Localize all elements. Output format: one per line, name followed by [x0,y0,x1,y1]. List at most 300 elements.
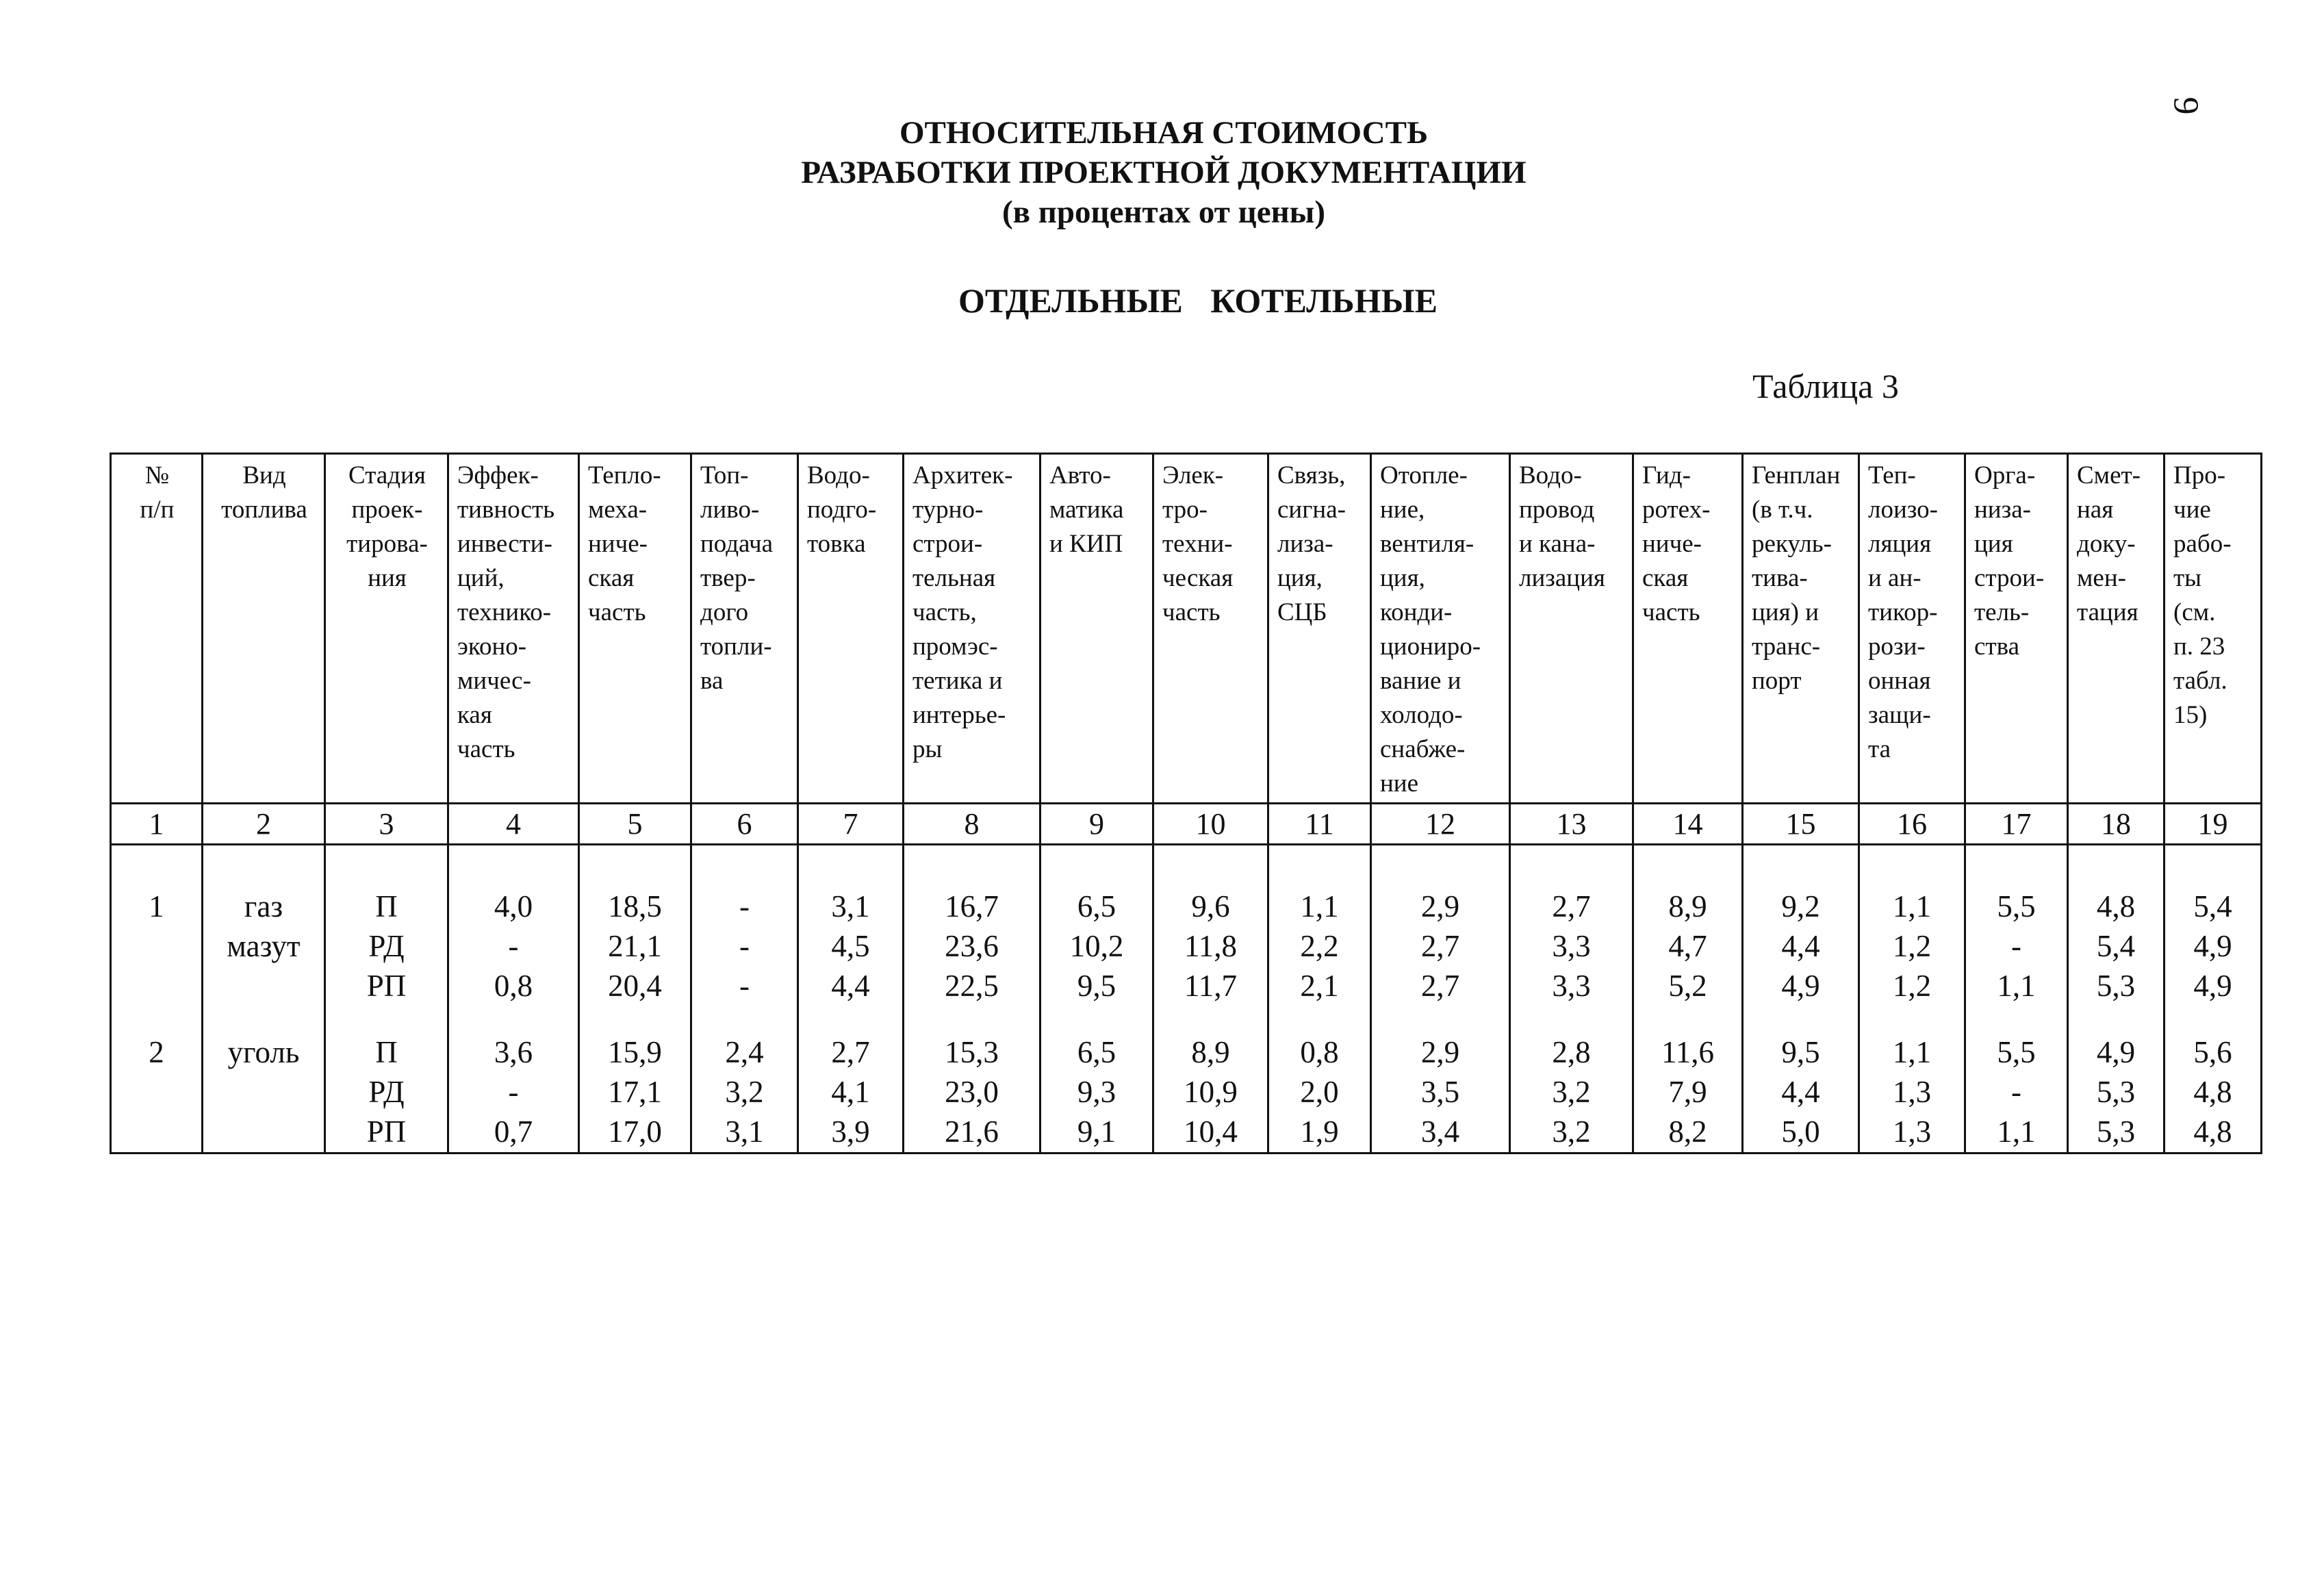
header-text: п/п [140,496,175,524]
cell-value: РД [368,928,405,963]
value-cell [2068,1006,2165,1154]
cell-value: 10,9 [1184,1074,1238,1109]
header-text: вентиля- [1380,530,1474,558]
document-subtitle: ОТДЕЛЬНЫЕ КОТЕЛЬНЫЕ [958,281,1438,320]
header-text: вание и [1380,667,1461,695]
header-text: и КИП [1049,530,1123,558]
header-text: матика [1049,496,1124,524]
header-text: ва [700,667,724,695]
cell-value: 9,2 [1781,889,1820,923]
header-text: лизация [1519,564,1605,592]
header-text: тация [2077,598,2138,626]
cell-value: РП [366,1114,407,1149]
column-number: 17 [1965,804,2068,844]
header-text: ская [1642,564,1689,592]
row-number-cell [111,844,203,1006]
cell-value: 9,5 [1077,968,1116,1003]
header-text: и ан- [1868,564,1921,592]
header-text: Эффек- [457,461,539,489]
value-cell [1040,844,1153,1006]
cell-value: 22,5 [945,968,999,1003]
value-cell [1633,844,1743,1006]
header-cell-15 [1743,454,1859,804]
header-text: тива- [1752,564,1808,592]
cell-value: 1,3 [1892,1074,1932,1109]
value-cell [798,1006,904,1154]
value-cell [1965,1006,2068,1154]
cell-value: 4,0 [494,889,533,923]
cell-value: 3,4 [1420,1114,1460,1149]
cell-value: 4,8 [2193,1074,2232,1109]
cell-value: 4,9 [2096,1034,2136,1069]
value-cell [2165,1006,2262,1154]
header-text: ниче- [588,530,648,558]
cell-value: 8,9 [1668,889,1707,923]
header-text: 15) [2173,701,2208,729]
cell-value: 4,4 [831,968,870,1003]
cell-value: 15,9 [608,1034,662,1069]
value-cell [691,844,798,1006]
header-text: лоизо- [1868,496,1938,524]
cell-value: 2,7 [1420,928,1460,963]
header-text: твер- [700,564,756,592]
header-text: проек- [351,496,423,524]
header-text: тельная [912,564,996,592]
stage-cell [325,844,448,1006]
cell-value: 11,6 [1661,1034,1715,1069]
header-text: ляция [1868,530,1932,558]
value-cell [1633,1006,1743,1154]
header-cell-17 [1965,454,2068,804]
cell-value: 9,1 [1077,1114,1116,1149]
header-text: холодо- [1380,701,1463,729]
header-text: мичес- [457,667,531,695]
value-cell [448,844,579,1006]
header-text: тирова- [346,530,428,558]
header-text: дого [700,598,749,626]
header-text: тель- [1974,598,2030,626]
header-text: товка [807,530,866,558]
cell-value: 11,7 [1184,968,1238,1003]
value-cell [1859,1006,1965,1154]
header-text: Теп- [1868,461,1916,489]
header-text: Элек- [1162,461,1224,489]
header-text: Топ- [700,461,749,489]
header-text: рабо- [2173,530,2232,558]
cell-value: 5,4 [2193,889,2232,923]
column-number: 2 [203,804,325,844]
cell-value: 21,6 [945,1114,999,1149]
cell-value: 23,6 [945,928,999,963]
header-cell-11 [1268,454,1371,804]
header-text: п. 23 [2173,633,2225,661]
header-text: № [144,461,170,489]
header-cell-6 [691,454,798,804]
cell-value: 4,8 [2193,1114,2232,1149]
cell-value: - [508,1074,519,1109]
column-number: 5 [579,804,691,844]
cell-value: - [739,889,750,923]
cell-value: 5,5 [1997,1034,2036,1069]
cell-value: 1,1 [1892,889,1932,923]
value-cell [1510,1006,1633,1154]
cell-value: 0,8 [494,968,533,1003]
cell-value: 8,9 [1191,1034,1230,1069]
column-number: 11 [1268,804,1371,844]
row-number-cell [111,1006,203,1154]
header-cell-12 [1371,454,1510,804]
cost-table [110,453,2262,1154]
value-cell [579,844,691,1006]
column-number-row [111,804,2262,844]
cell-value: 2,7 [1552,889,1591,923]
header-text: Орга- [1974,461,2036,489]
header-text: топлива [221,496,307,524]
cell-value: 5,3 [2096,1074,2136,1109]
header-text: ческая [1162,564,1234,592]
cell-value: 2 [149,1034,164,1069]
header-text: тивность [457,496,555,524]
cell-value: 17,1 [608,1074,662,1109]
cell-value: 3,1 [831,889,870,923]
cell-value: 7,9 [1668,1074,1707,1109]
cell-value: 3,2 [1552,1074,1591,1109]
header-text: ние [1380,769,1419,798]
cell-value: 1,3 [1892,1114,1932,1149]
value-cell [579,1006,691,1154]
table-row [111,844,2262,1006]
header-text: конди- [1380,598,1453,626]
header-text: циониро- [1380,633,1481,661]
header-text: ция [1974,530,2013,558]
cell-value: 3,2 [1552,1114,1591,1149]
header-text: Смет- [2077,461,2141,489]
header-text: Гид- [1642,461,1691,489]
cell-value: 15,3 [945,1034,999,1069]
title-line: РАЗРАБОТКИ ПРОЕКТНОЙ ДОКУМЕНТАЦИИ [801,155,1527,190]
column-number: 19 [2165,804,2262,844]
cell-value: 4,4 [1781,928,1820,963]
header-cell-2 [203,454,325,804]
value-cell [691,1006,798,1154]
cell-value: 3,3 [1552,968,1591,1003]
fuel-cell [203,844,325,1006]
cell-value: 4,9 [2193,928,2232,963]
cell-value: 23,0 [945,1074,999,1109]
column-number: 12 [1371,804,1510,844]
document-title [616,113,1711,232]
cell-value: 3,3 [1552,928,1591,963]
cell-value: 1,1 [1997,1114,2036,1149]
cell-value: 2,9 [1420,1034,1460,1069]
cell-value: 2,9 [1420,889,1460,923]
header-text: ция, [1380,564,1425,592]
header-text: мен- [2077,564,2126,592]
cell-value: 5,5 [1997,889,2036,923]
header-text: ская [588,564,635,592]
value-cell [2165,844,2262,1006]
cell-value: 9,3 [1077,1074,1116,1109]
header-cell-10 [1153,454,1268,804]
header-text: ние, [1380,496,1425,524]
header-text: ция, [1277,564,1323,592]
cell-value: 17,0 [608,1114,662,1149]
cell-value: - [739,968,750,1003]
header-cell-7 [798,454,904,804]
value-cell [1859,844,1965,1006]
header-text: Авто- [1049,461,1111,489]
value-cell [448,1006,579,1154]
cell-value: 8,2 [1668,1114,1707,1149]
column-number: 1 [111,804,203,844]
column-number: 14 [1633,804,1743,844]
cell-value: РП [366,968,407,1003]
cell-value: 2,1 [1300,968,1339,1003]
table-body [111,844,2262,1153]
value-cell [1743,1006,1859,1154]
cell-value: 10,4 [1184,1114,1238,1149]
column-number: 3 [325,804,448,844]
cell-value: 1,2 [1892,928,1932,963]
cell-value: газ [244,889,283,923]
header-text: часть [1162,598,1221,626]
header-cell-4 [448,454,579,804]
header-text: тетика и [912,667,1003,695]
cell-value: 11,8 [1184,928,1238,963]
header-text: инвести- [457,530,552,558]
cell-value: 16,7 [945,889,999,923]
header-text: Тепло- [588,461,661,489]
header-cell-3 [325,454,448,804]
cell-value: РД [368,1074,405,1109]
header-cell-18 [2068,454,2165,804]
header-text: Архитек- [912,461,1013,489]
cell-value: 4,8 [2096,889,2136,923]
page-number: 9 [2166,97,2206,115]
header-text: ниче- [1642,530,1702,558]
header-row [111,454,2262,804]
cell-value: 1 [149,889,164,923]
header-text: Отопле- [1380,461,1468,489]
header-text: строи- [912,530,983,558]
header-text: (в т.ч. [1752,496,1813,524]
value-cell [1268,844,1371,1006]
column-number: 4 [448,804,579,844]
cell-value: 9,5 [1781,1034,1820,1069]
header-text: Стадия [348,461,426,489]
header-cell-19 [2165,454,2262,804]
table-row [111,1006,2262,1154]
value-cell [1510,844,1633,1006]
header-text: та [1868,735,1891,763]
header-text: (см. [2173,598,2216,626]
cell-value: - [2011,1074,2021,1109]
header-text: ротех- [1642,496,1711,524]
value-cell [1268,1006,1371,1154]
header-text: Генплан [1752,461,1841,489]
cell-value: 5,4 [2096,928,2136,963]
header-text: СЦБ [1277,598,1327,626]
cell-value: 18,5 [608,889,662,923]
value-cell [904,1006,1040,1154]
value-cell [1965,844,2068,1006]
header-text: Про- [2173,461,2226,489]
cell-value: 2,2 [1300,928,1339,963]
header-text: и кана- [1519,530,1596,558]
value-cell [2068,844,2165,1006]
header-text: порт [1752,667,1802,695]
header-cell-14 [1633,454,1743,804]
cell-value: уголь [227,1034,300,1069]
header-text: ты [2173,564,2202,592]
cell-value: 2,8 [1552,1034,1591,1069]
title-line: ОТНОСИТЕЛЬНАЯ СТОИМОСТЬ [899,115,1429,151]
header-cell-16 [1859,454,1965,804]
header-text: ций, [457,564,505,592]
cell-value: 0,7 [494,1114,533,1149]
cell-value: мазут [227,928,301,963]
header-text: тикор- [1868,598,1938,626]
cell-value: П [375,1034,398,1069]
column-number: 13 [1510,804,1633,844]
cell-value: 3,1 [725,1114,764,1149]
column-number: 8 [904,804,1040,844]
header-cell-5 [579,454,691,804]
column-number: 6 [691,804,798,844]
value-cell [1371,1006,1510,1154]
title-line: (в процентах от цены) [1001,194,1326,230]
header-text: топли- [700,633,772,661]
value-cell [798,844,904,1006]
cell-value: 4,9 [1781,968,1820,1003]
header-text: чие [2173,496,2211,524]
cell-value: 4,9 [2193,968,2232,1003]
header-text: часть [588,598,646,626]
header-cell-13 [1510,454,1633,804]
header-text: доку- [2077,530,2136,558]
cell-value: 4,1 [831,1074,870,1109]
header-text: часть, [912,598,977,626]
header-text: ры [912,735,943,763]
header-text: сигна- [1277,496,1346,524]
header-text: табл. [2173,667,2227,695]
cell-value: 21,1 [608,928,662,963]
header-text: онная [1868,667,1931,695]
cell-value: 1,1 [1300,889,1339,923]
cell-value: 4,7 [1668,928,1707,963]
header-cell-1 [111,454,203,804]
cell-value: 9,6 [1191,889,1230,923]
header-text: ция) и [1752,598,1819,626]
column-number: 15 [1743,804,1859,844]
header-text: меха- [588,496,648,524]
cell-value: - [508,928,519,963]
cell-value: 4,5 [831,928,870,963]
column-number: 16 [1859,804,1965,844]
header-text: низа- [1974,496,2031,524]
cell-value: 5,0 [1781,1114,1820,1149]
header-text: защи- [1868,701,1931,729]
header-text: Водо- [1519,461,1582,489]
header-text: подача [700,530,774,558]
header-text: технико- [457,598,552,626]
header-text: подго- [807,496,877,524]
value-cell [1743,844,1859,1006]
column-number: 10 [1153,804,1268,844]
header-text: ния [368,564,407,592]
header-text: эконо- [457,633,527,661]
header-text: провод [1519,496,1595,524]
column-number: 18 [2068,804,2165,844]
cell-value: 1,2 [1892,968,1932,1003]
header-text: часть [1642,598,1700,626]
cell-value: 0,8 [1300,1034,1339,1069]
cell-value: 5,2 [1668,968,1707,1003]
header-text: транс- [1752,633,1821,661]
value-cell [904,844,1040,1006]
header-text: рекуль- [1752,530,1832,558]
column-number: 7 [798,804,904,844]
value-cell [1371,844,1510,1006]
cell-value: 20,4 [608,968,662,1003]
cell-value: 3,6 [494,1034,533,1069]
table-label: Таблица 3 [1752,367,1899,405]
cell-value: 1,9 [1300,1114,1339,1149]
cell-value: 6,5 [1077,889,1116,923]
header-text: рози- [1868,633,1926,661]
cell-value: 5,6 [2193,1034,2232,1069]
cell-value: 5,3 [2096,968,2136,1003]
column-number: 9 [1040,804,1153,844]
cell-value: 2,0 [1300,1074,1339,1109]
header-text: тро- [1162,496,1208,524]
cell-value: 1,1 [1892,1034,1932,1069]
cell-value: 1,1 [1997,968,2036,1003]
value-cell [1040,1006,1153,1154]
stage-cell [325,1006,448,1154]
cell-value: П [375,889,398,923]
header-text: ная [2077,496,2114,524]
header-cell-9 [1040,454,1153,804]
value-cell [1153,1006,1268,1154]
header-text: промэс- [912,633,998,661]
cell-value: 2,7 [1420,968,1460,1003]
header-text: кая [457,701,492,729]
header-text: интерье- [912,701,1006,729]
cell-value: 2,7 [831,1034,870,1069]
cell-value: 3,5 [1420,1074,1460,1109]
header-text: ливо- [700,496,760,524]
fuel-cell [203,1006,325,1154]
cell-value: 10,2 [1069,928,1124,963]
cell-value: 2,4 [725,1034,764,1069]
cell-value: - [739,928,750,963]
header-text: часть [457,735,515,763]
cell-value: 3,2 [725,1074,764,1109]
cell-value: 3,9 [831,1114,870,1149]
header-text: Водо- [807,461,870,489]
header-cell-8 [904,454,1040,804]
cell-value: 5,3 [2096,1114,2136,1149]
cell-value: - [2011,928,2021,963]
header-text: Вид [242,461,286,489]
value-cell [1153,844,1268,1006]
header-text: турно- [912,496,984,524]
header-text: снабже- [1380,735,1466,763]
header-text: строи- [1974,564,2045,592]
header-text: ства [1974,633,2019,661]
header-text: техни- [1162,530,1233,558]
